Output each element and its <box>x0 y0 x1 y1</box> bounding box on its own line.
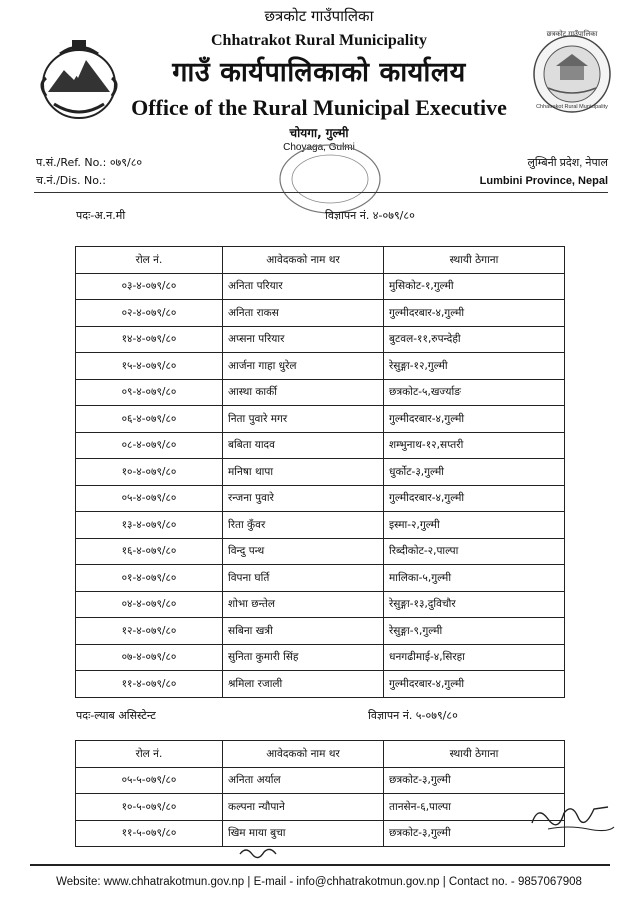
column-header: स्थायी ठेगाना <box>384 247 565 274</box>
applicant-name-cell: रन्जना पुवारे <box>223 485 384 512</box>
roll-number-cell: ११-४-०७९/८० <box>76 671 223 698</box>
table-row <box>76 820 565 847</box>
applicant-name-cell: अप्सना परियार <box>223 326 384 353</box>
roll-number-cell: ०९-४-०७९/८० <box>76 379 223 406</box>
roll-number-cell: ०२-४-०७९/८० <box>76 300 223 327</box>
roll-number-cell: ०८-४-०७९/८० <box>76 432 223 459</box>
applicant-name-cell: सुनिता कुमारी सिंह <box>223 644 384 671</box>
section1-notice: विज्ञापन नं. ४-०७९/८० <box>325 209 415 222</box>
roll-number-cell: १२-४-०७९/८० <box>76 618 223 645</box>
table-row <box>76 300 565 327</box>
address-cell: गुल्मीदरबार-४,गुल्मी <box>384 671 565 698</box>
table-row <box>76 538 565 565</box>
province-english: Lumbini Province, Nepal <box>479 175 608 187</box>
applicant-name-cell: रिता कुँवर <box>223 512 384 539</box>
roll-number-cell: ०३-४-०७९/८० <box>76 273 223 300</box>
table-row <box>76 273 565 300</box>
applicant-name-cell: आस्था कार्की <box>223 379 384 406</box>
address-cell: मालिका-५,गुल्मी <box>384 565 565 592</box>
footer-divider <box>30 864 610 866</box>
table-row <box>76 767 565 794</box>
address-cell: धनगढीमाई-४,सिरहा <box>384 644 565 671</box>
address-cell: धुर्कोट-३,गुल्मी <box>384 459 565 486</box>
applicant-name-cell: मनिषा थापा <box>223 459 384 486</box>
applicant-name-cell: विपना घर्ति <box>223 565 384 592</box>
table-row <box>76 512 565 539</box>
roll-number-cell: ०६-४-०७९/८० <box>76 406 223 433</box>
column-header: स्थायी ठेगाना <box>384 741 565 768</box>
address-cell: रेसुङ्गा-९,गुल्मी <box>384 618 565 645</box>
roll-number-cell: ०५-५-०७९/८० <box>76 767 223 794</box>
applicant-name-cell: विन्दु पन्थ <box>223 538 384 565</box>
address-cell: बुटवल-११,रुपन्देही <box>384 326 565 353</box>
dispatch-number: च.नं./Dis. No.: <box>36 174 107 187</box>
location-english: Choyaga, Gulmi <box>283 142 355 153</box>
column-header: रोल नं. <box>76 247 223 274</box>
section2-post: पदः-ल्याब असिस्टेन्ट <box>76 709 156 722</box>
address-cell: छत्रकोट-३,गुल्मी <box>384 767 565 794</box>
section1-post: पदः-अ.न.मी <box>76 209 126 222</box>
handwritten-signature <box>528 795 618 840</box>
table-row <box>76 459 565 486</box>
address-cell: गुल्मीदरबार-४,गुल्मी <box>384 406 565 433</box>
header-divider <box>34 192 608 193</box>
roll-number-cell: ०५-४-०७९/८० <box>76 485 223 512</box>
table-row <box>76 406 565 433</box>
column-header: आवेदकको नाम थर <box>223 247 384 274</box>
applicant-name-cell: श्रमिला रजाली <box>223 671 384 698</box>
municipality-name-nepali: छत्रकोट गाउँपालिका <box>264 7 374 25</box>
table-row <box>76 379 565 406</box>
applicant-name-cell: आर्जना गाहा धुरेल <box>223 353 384 380</box>
roll-number-cell: १०-५-०७९/८० <box>76 794 223 821</box>
roll-number-cell: १६-४-०७९/८० <box>76 538 223 565</box>
ref-number: प.सं./Ref. No.: ०७९/८० <box>36 156 143 169</box>
address-cell: शम्भुनाथ-१२,सप्तरी <box>384 432 565 459</box>
initials-signature <box>238 842 278 862</box>
seal-top-text: छत्रकोट गाउँपालिका <box>546 30 598 38</box>
table-row <box>76 326 565 353</box>
office-stamp <box>275 140 385 218</box>
roll-number-cell: १५-४-०७९/८० <box>76 353 223 380</box>
address-cell: मुसिकोट-१,गुल्मी <box>384 273 565 300</box>
table-row <box>76 353 565 380</box>
table-row <box>76 794 565 821</box>
applicant-name-cell: खिम माया बुचा <box>223 820 384 847</box>
office-name-english: Office of the Rural Municipal Executive <box>131 95 507 120</box>
applicant-name-cell: सबिना खत्री <box>223 618 384 645</box>
address-cell: गुल्मीदरबार-४,गुल्मी <box>384 485 565 512</box>
address-cell: छत्रकोट-५,खर्ज्याङ <box>384 379 565 406</box>
roll-number-cell: ०७-४-०७९/८० <box>76 644 223 671</box>
address-cell: तानसेन-६,पाल्पा <box>384 794 565 821</box>
table-row <box>76 565 565 592</box>
table-header-row <box>76 247 565 274</box>
address-cell: छत्रकोट-३,गुल्मी <box>384 820 565 847</box>
municipality-name-english: Chhatrakot Rural Municipality <box>210 32 427 49</box>
applicant-name-cell: निता पुवारे मगर <box>223 406 384 433</box>
address-cell: रिब्दीकोट-२,पाल्पा <box>384 538 565 565</box>
table-row <box>76 432 565 459</box>
roll-number-cell: १०-४-०७९/८० <box>76 459 223 486</box>
table-row <box>76 591 565 618</box>
applicant-name-cell: बबिता यादव <box>223 432 384 459</box>
roll-number-cell: १४-४-०७९/८० <box>76 326 223 353</box>
footer-contact: Website: www.chhatrakotmun.gov.np | E-mail - info@chhatrakotmun.gov.np | Contact no. - 9857067908 <box>56 876 582 888</box>
section2-table <box>75 740 565 847</box>
address-cell: गुल्मीदरबार-४,गुल्मी <box>384 300 565 327</box>
address-cell: रेसुङ्गा-१२,गुल्मी <box>384 353 565 380</box>
applicant-name-cell: अनिता अर्याल <box>223 767 384 794</box>
table-row <box>76 485 565 512</box>
table-row <box>76 618 565 645</box>
table-row <box>76 671 565 698</box>
applicant-name-cell: शोभा छन्तेल <box>223 591 384 618</box>
roll-number-cell: १३-४-०७९/८० <box>76 512 223 539</box>
office-name-nepali: गाउँ कार्यपालिकाको कार्यालय <box>172 57 466 88</box>
applicant-name-cell: कल्पना न्यौपाने <box>223 794 384 821</box>
section1-table <box>75 246 565 698</box>
address-cell: रेसुङ्गा-१३,दुविचौर <box>384 591 565 618</box>
column-header: आवेदकको नाम थर <box>223 741 384 768</box>
section2-notice: विज्ञापन नं. ५-०७९/८० <box>368 709 458 722</box>
table-row <box>76 644 565 671</box>
roll-number-cell: ११-५-०७९/८० <box>76 820 223 847</box>
applicant-name-cell: अनिता परियार <box>223 273 384 300</box>
address-cell: इस्मा-२,गुल्मी <box>384 512 565 539</box>
column-header: रोल नं. <box>76 741 223 768</box>
location-nepali: चोयगा, गुल्मी <box>289 126 349 140</box>
table-header-row <box>76 741 565 768</box>
province-nepali: लुम्बिनी प्रदेश, नेपाल <box>527 157 608 169</box>
roll-number-cell: ०१-४-०७९/८० <box>76 565 223 592</box>
roll-number-cell: ०४-४-०७९/८० <box>76 591 223 618</box>
applicant-name-cell: अनिता राकस <box>223 300 384 327</box>
seal-bottom-text: Chhatrakot Rural Municipality <box>536 104 608 110</box>
